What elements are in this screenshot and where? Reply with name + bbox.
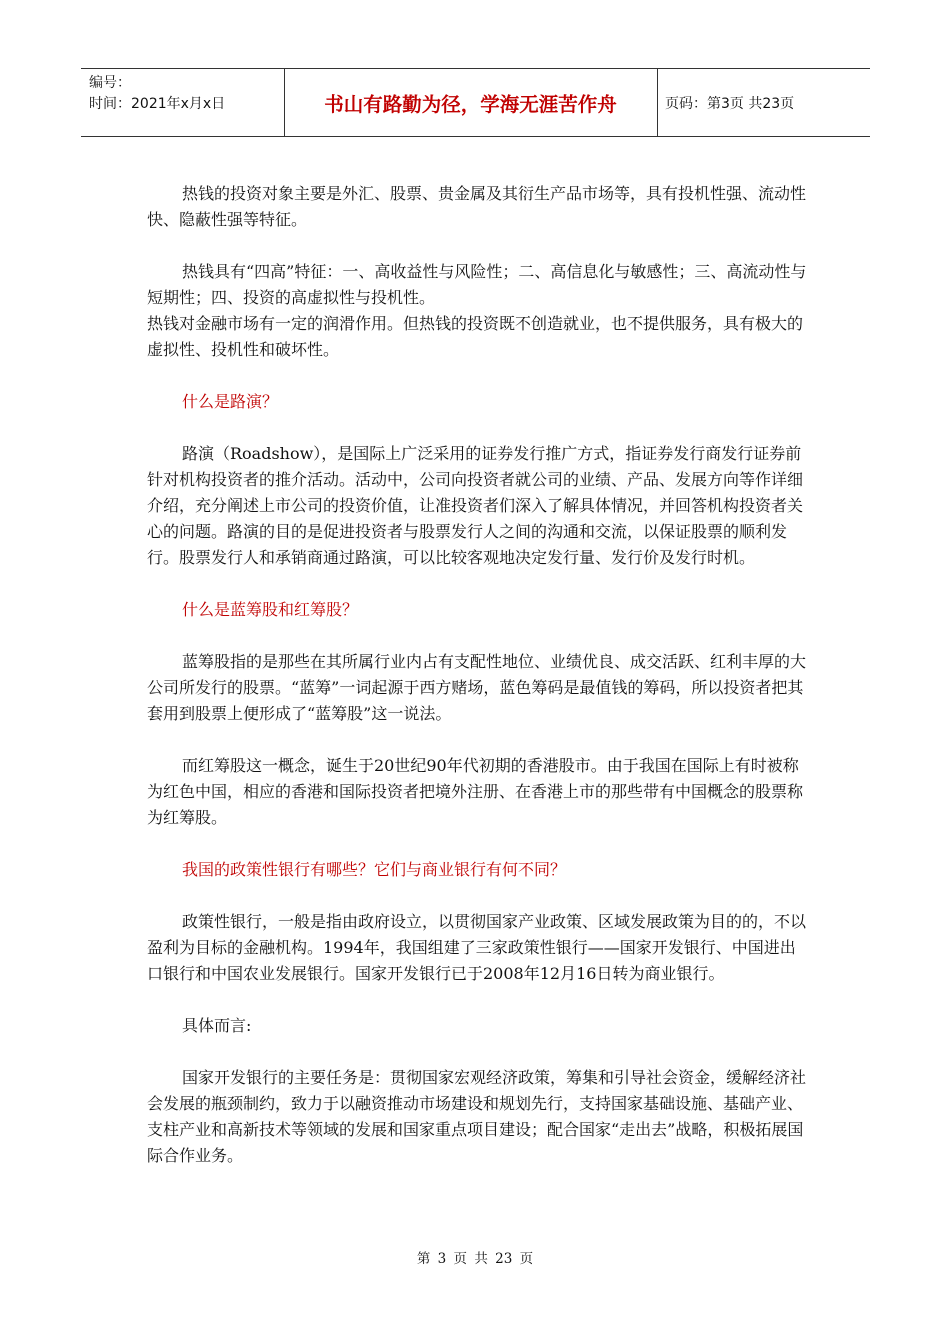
paragraph-hot-money-effects: 热钱对金融市场有一定的润滑作用。但热钱的投资既不创造就业，也不提供服务，具有极大的虚拟性、投机性和破坏性。 [147,314,804,359]
paragraph-hot-money-targets: 热钱的投资对象主要是外汇、股票、贵金属及其衍生产品市场等，具有投机性强、流动性快、隐蔽性强等特征。 [147,184,807,229]
paragraph-roadshow: 路演（Roadshow），是国际上广泛采用的证券发行推广方式，指证券发行商发行证券前针对机构投资者的推介活动。活动中，公司向投资者就公司的业绩、产品、发展方向等作详细介绍，充分阐述上市公司的投资价值，让准投资者们深入了解具体情况，并回答机构投资者关心的问题。路演的目的是促进投资者与股票发行人之间的沟通和交流，以保证股票的顺利发行。股票发行人和承销商通过路演，可以比较客观地决定发行量、发行价及发行时机。 [147,444,804,567]
header-page-info: 页码：第3页 共23页 [665,95,795,112]
document-number-label: 编号： [89,75,131,91]
heading-blue-red-chips: 什么是蓝筹股和红筹股？ [182,600,359,619]
document-time-label: 时间：2021年x月x日 [89,96,226,112]
paragraph-specifically: 具体而言: [182,1016,252,1035]
paragraph-red-chips: 而红筹股这一概念，诞生于20世纪90年代初期的香港股市。由于我国在国际上有时被称为红色中国，相应的香港和国际投资者把境外注册、在香港上市的那些带有中国概念的股票称为红筹股。 [147,756,804,827]
header-meta [89,73,225,115]
paragraph-hot-money-features: 热钱具有“四高”特征：一、高收益性与风险性；二、高信息化与敏感性；三、高流动性与短期性；四、投资的高虚拟性与投机性。 [147,262,807,307]
heading-policy-banks: 我国的政策性银行有哪些？它们与商业银行有何不同？ [182,860,567,879]
header-motto: 书山有路勤为径，学海无涯苦作舟 [324,92,617,116]
page-header [81,68,870,137]
document-body [147,181,807,1169]
header-divider-right [657,69,658,136]
paragraph-blue-chips: 蓝筹股指的是那些在其所属行业内占有支配性地位、业绩优良、成交活跃、红利丰厚的大公司所发行的股票。“蓝筹”一词起源于西方赌场，蓝色筹码是最值钱的筹码，所以投资者把其套用到股票上便形成了“蓝筹股”这一说法。 [147,652,807,723]
heading-roadshow: 什么是路演？ [182,392,279,411]
paragraph-policy-banks: 政策性银行，一般是指由政府设立，以贯彻国家产业政策、区域发展政策为目的的，不以盈利为目标的金融机构。1994年，我国组建了三家政策性银行——国家开发银行、中国进出口银行和中国农业发展银行。国家开发银行已于2008年12月16日转为商业银行。 [147,912,807,983]
paragraph-cdb-tasks: 国家开发银行的主要任务是：贯彻国家宏观经济政策，筹集和引导社会资金，缓解经济社会发展的瓶颈制约，致力于以融资推动市场建设和规划先行，支持国家基础设施、基础产业、支柱产业和高新技术等领域的发展和国家重点项目建设；配合国家“走出去”战略，积极拓展国际合作业务。 [147,1068,807,1165]
page-footer: 第 3 页 共 23 页 [416,1251,534,1267]
